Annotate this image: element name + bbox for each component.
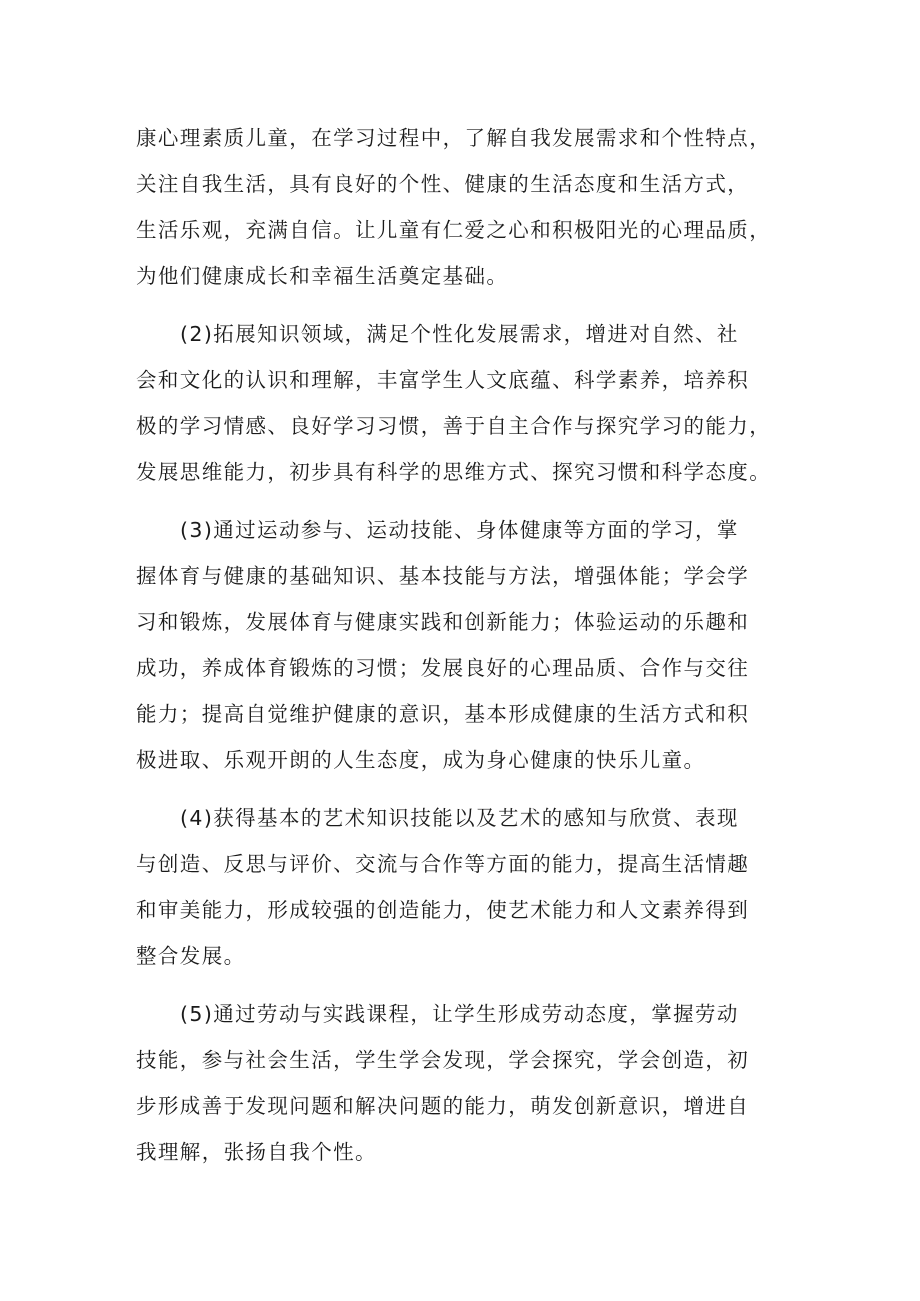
paragraph-line: 技能，参与社会生活，学生学会发现，学会探究，学会创造，初 — [136, 1048, 750, 1072]
paragraph-line: 为他们健康成长和幸福生活奠定基础。 — [136, 264, 509, 288]
paragraph-line: 整合发展。 — [136, 944, 246, 968]
paragraph-line: (5)通过劳动与实践课程，让学生形成劳动态度，掌握劳动 — [180, 1002, 739, 1026]
paragraph-line: 习和锻炼，发展体育与健康实践和创新能力；体验运动的乐趣和 — [136, 610, 750, 634]
paragraph-line: 发展思维能力，初步具有科学的思维方式、探究习惯和科学态度。 — [136, 460, 772, 484]
paragraph-line: (2)拓展知识领域，满足个性化发展需求，增进对自然、社 — [180, 322, 739, 346]
paragraph-5 — [136, 991, 796, 1175]
paragraph-line: 我理解，张扬自我个性。 — [136, 1140, 377, 1164]
paragraph-4 — [136, 795, 796, 979]
paragraph-line: (4)获得基本的艺术知识技能以及艺术的感知与欣赏、表现 — [180, 806, 739, 830]
document-body — [136, 115, 796, 1175]
paragraph-line: 会和文化的认识和理解，丰富学生人文底蕴、科学素养，培养积 — [136, 368, 750, 392]
paragraph-2 — [136, 311, 796, 495]
paragraph-1 — [136, 115, 796, 299]
paragraph-line: 康心理素质儿童，在学习过程中，了解自我发展需求和个性特点， — [136, 126, 772, 150]
paragraph-line: 关注自我生活，具有良好的个性、健康的生活态度和生活方式， — [136, 172, 750, 196]
paragraph-line: (3)通过运动参与、运动技能、身体健康等方面的学习，掌 — [180, 518, 739, 542]
paragraph-line: 生活乐观，充满自信。让儿童有仁爱之心和积极阳光的心理品质， — [136, 218, 772, 242]
paragraph-line: 和审美能力，形成较强的创造能力，使艺术能力和人文素养得到 — [136, 898, 750, 922]
paragraph-line: 握体育与健康的基础知识、基本技能与方法，增强体能；学会学 — [136, 564, 750, 588]
paragraph-line: 成功，养成体育锻炼的习惯；发展良好的心理品质、合作与交往 — [136, 656, 750, 680]
paragraph-line: 与创造、反思与评价、交流与合作等方面的能力，提高生活情趣 — [136, 852, 750, 876]
paragraph-line: 极的学习情感、良好学习习惯，善于自主合作与探究学习的能力， — [136, 414, 772, 438]
paragraph-line: 能力；提高自觉维护健康的意识，基本形成健康的生活方式和积 — [136, 702, 750, 726]
paragraph-line: 步形成善于发现问题和解决问题的能力，萌发创新意识，增进自 — [136, 1094, 750, 1118]
paragraph-line: 极进取、乐观开朗的人生态度，成为身心健康的快乐儿童。 — [136, 748, 706, 772]
paragraph-3 — [136, 507, 796, 783]
